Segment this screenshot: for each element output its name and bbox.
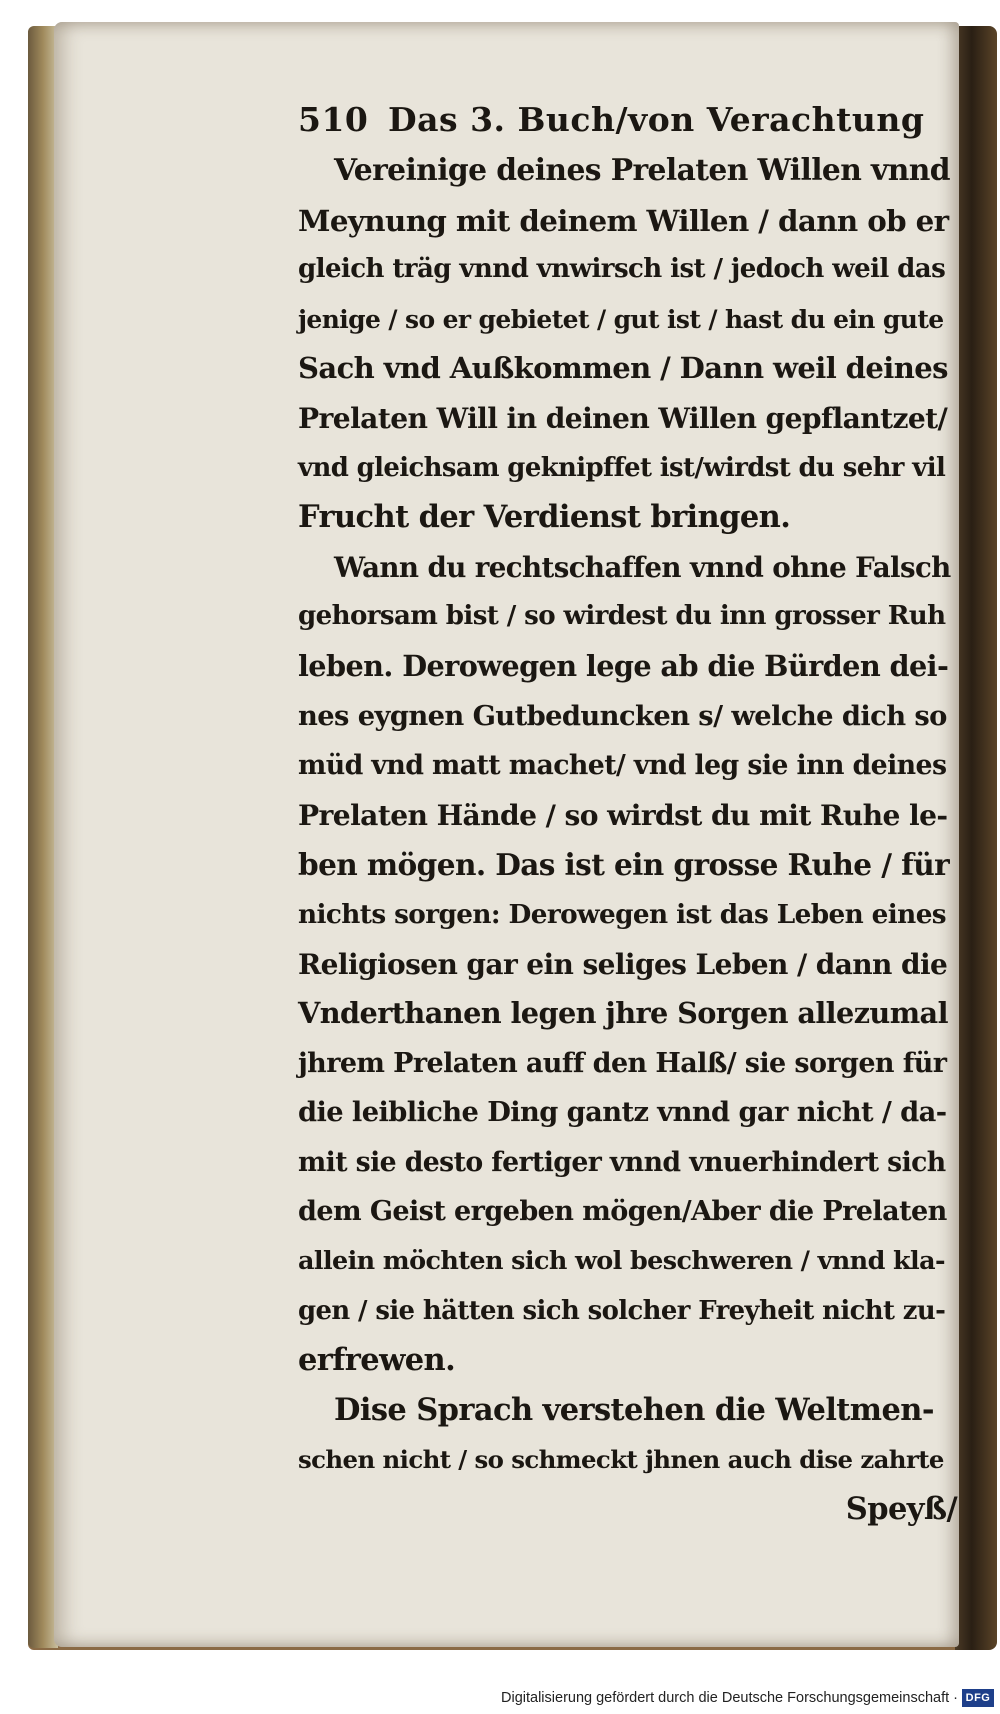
body-text [298,146,963,1485]
text-line: Wann du rechtschaffen vnnd ohne Falsch [334,550,951,584]
catchword: Speyß/ [845,1491,957,1528]
running-title: Das 3. Buch/von Verachtung [388,100,925,139]
text-line: nes eygnen Gutbeduncken s/ welche dich so [298,699,947,732]
text-line: Sach vnd Außkommen / Dann weil deines [298,351,948,386]
text-line: Vnderthanen legen jhre Sorgen allezumal [298,996,948,1031]
page-number: 510 [298,100,369,139]
text-line: allein möchten sich wol beschweren / vnnd kla- [298,1246,945,1277]
text-line: Religiosen gar ein seliges Leben / dann die [298,947,948,981]
text-line: müd vnd matt machet/ vnd leg sie inn deines [298,750,947,782]
running-head [298,100,963,146]
text-line: jhrem Prelaten auff den Halß/ sie sorgen für [298,1047,947,1079]
funding-notice: Digitalisierung gefördert durch die Deutsche Forschungsgemeinschaft · [501,1690,958,1706]
text-line: schen nicht / so schmeckt jhnen auch dise zahrte [298,1445,944,1475]
footer-bar [0,1686,1000,1714]
text-line: gen / sie hätten sich solcher Freyheit nicht zu- [298,1295,946,1326]
text-line: Prelaten Will in deinen Willen gepflantzet/ [298,401,948,435]
text-line: Vereinige deines Prelaten Willen vnnd [334,153,950,188]
text-line: jenige / so er gebietet / gut ist / hast du ein gute [298,304,944,334]
text-line: leben. Derowegen lege ab die Bürden dei- [298,648,949,683]
text-line: gehorsam bist / so wirdest du inn grosser Ruh [298,601,946,632]
text-line: die leibliche Ding gantz vnnd gar nicht / da- [298,1096,947,1129]
text-line: mit sie desto fertiger vnnd vnuerhindert sich [298,1146,946,1178]
text-line: gleich träg vnnd vnwirsch ist / jedoch weil das [298,254,946,285]
page-text-block [298,100,963,1535]
text-line: dem Geist ergeben mögen/Aber die Prelaten [298,1196,947,1228]
text-line: nichts sorgen: Derowegen ist das Leben eines [298,898,947,930]
text-line: vnd gleichsam geknipffet ist/wirdst du sehr vil [298,452,946,483]
text-line: Dise Sprach verstehen die Weltmen- [334,1391,934,1428]
text-line: Meynung mit deinem Willen / dann ob er [298,202,949,238]
text-line: Prelaten Hände / so wirdst du mit Ruhe le- [298,798,948,832]
text-line: ben mögen. Das ist ein grosse Ruhe / für [298,847,950,883]
text-line: erfrewen. [298,1342,456,1379]
text-line: Frucht der Verdienst bringen. [298,499,791,536]
dfg-logo: DFG [962,1689,994,1707]
